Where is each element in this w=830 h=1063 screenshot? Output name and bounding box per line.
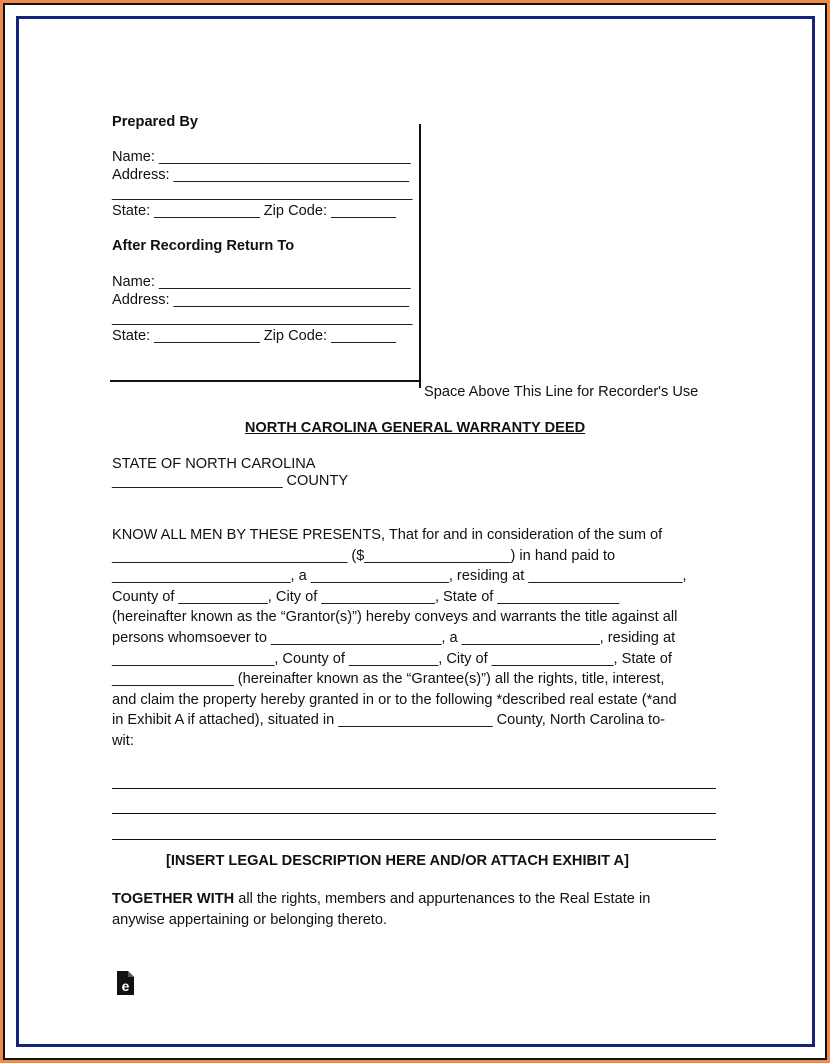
prepared-by-name: Name: _______________________________ (112, 149, 411, 165)
body-line: _____________________________ ($__________________) in hand paid to (112, 547, 616, 564)
recorder-vertical-rule (419, 124, 421, 388)
prepared-by-address: Address: _____________________________ (112, 167, 410, 183)
legal-description-placeholder: [INSERT LEGAL DESCRIPTION HERE AND/OR ATTACH EXHIBIT A] (166, 853, 629, 869)
body-line: (hereinafter known as the “Grantor(s)”) hereby conveys and warrants the title against all (112, 609, 678, 626)
return-to-heading: After Recording Return To (112, 238, 295, 254)
body-line: wit: (112, 733, 134, 749)
document-title: NORTH CAROLINA GENERAL WARRANTY DEED (244, 420, 586, 436)
together-with-bold: TOGETHER WITH (112, 891, 235, 907)
prepared-by-state-zip: State: _____________ Zip Code: ________ (112, 203, 397, 219)
return-to-address: Address: _____________________________ (112, 292, 410, 308)
recorder-note: Space Above This Line for Recorder's Use (424, 384, 699, 400)
svg-text:e: e (121, 978, 130, 994)
legal-description-line (112, 839, 716, 840)
prepared-by-blank: _____________________________________ (112, 185, 413, 201)
together-with-line (112, 891, 650, 908)
body-line: ______________________, a _________________, residing at ___________________, (112, 568, 687, 585)
return-to-state-zip: State: _____________ Zip Code: ________ (112, 328, 397, 344)
county-line: _____________________ COUNTY (112, 473, 349, 489)
prepared-by-heading: Prepared By (112, 114, 198, 130)
body-line: persons whomsoever to _____________________, a _________________, residing at (112, 630, 676, 646)
recorder-horizontal-rule (110, 380, 421, 382)
body-line: ____________________, County of ___________, City of _______________, State of (112, 650, 672, 667)
together-with-text: all the rights, members and appurtenances to the Real Estate in (234, 891, 651, 907)
return-to-name: Name: _______________________________ (112, 274, 411, 290)
body-line: in Exhibit A if attached), situated in ___________________ County, North Carolina to- (112, 712, 666, 729)
state-line: STATE OF NORTH CAROLINA (112, 456, 316, 472)
legal-description-line (112, 788, 716, 789)
body-line: County of ___________, City of ______________, State of _______________ (112, 588, 620, 605)
legal-description-line (112, 813, 716, 814)
body-line: KNOW ALL MEN BY THESE PRESENTS, That for and in consideration of the sum of (112, 527, 663, 543)
return-to-blank: _____________________________________ (112, 310, 413, 326)
together-with-line-2: anywise appertaining or belonging thereto. (112, 912, 388, 928)
document-logo-icon (117, 971, 134, 995)
body-line: _______________ (hereinafter known as the “Grantee(s)”) all the rights, title, interest, (112, 671, 665, 688)
body-line: and claim the property hereby granted in or to the following *described real estate (*and (112, 691, 677, 708)
